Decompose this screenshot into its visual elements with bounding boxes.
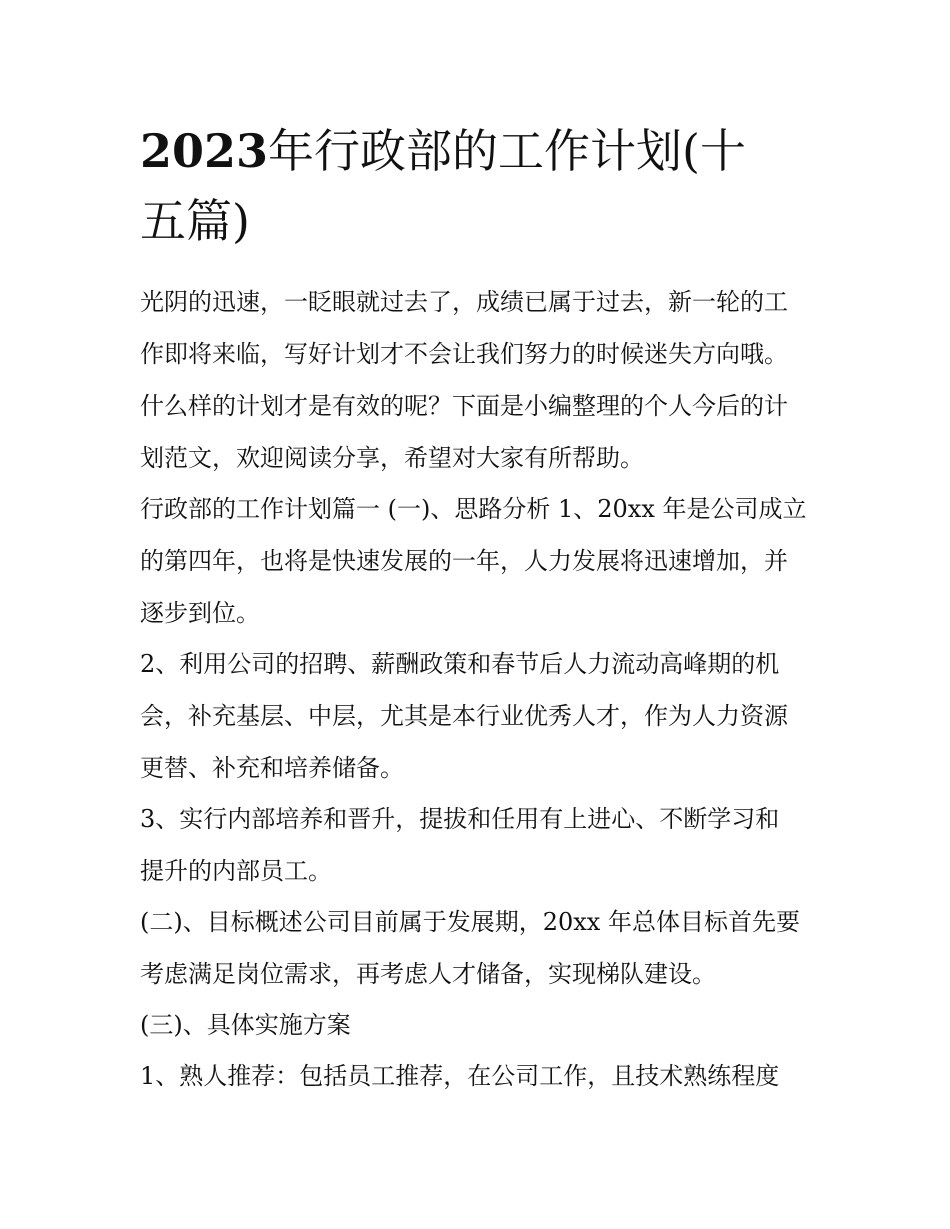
title-text: 年行政部的工作计划(十: [268, 124, 746, 178]
paragraph-item-3: [140, 804, 820, 886]
document-title: [140, 116, 810, 256]
paragraph-plan-1: [140, 494, 820, 628]
title-year: 2023: [140, 124, 269, 178]
text-line: 2、利用公司的招聘、薪酬政策和春节后人力流动高峰期的机: [140, 650, 780, 678]
document-body: [140, 280, 820, 1091]
paragraph-referral: [140, 1061, 820, 1091]
text-line: 的第四年，也将是快速发展的一年，人力发展将迅速增加，并: [140, 547, 788, 575]
text-line: 1、熟人推荐：包括员工推荐，在公司工作，且技术熟练程度: [140, 1062, 780, 1090]
text-line: 考虑满足岗位需求，再考虑人才储备，实现梯队建设。: [140, 960, 716, 988]
text-line: 作即将来临，写好计划才不会让我们努力的时候迷失方向哦。: [140, 340, 788, 368]
text-line: 更替、补充和培养储备。: [140, 754, 404, 782]
paragraph-intro: [140, 287, 820, 473]
title-line-2: [140, 186, 810, 256]
section-heading: (三)、具体实施方案: [140, 1011, 351, 1039]
text-line: 光阴的迅速，一眨眼就过去了，成绩已属于过去，新一轮的工: [140, 288, 788, 316]
paragraph-section-3: [140, 1010, 820, 1040]
title-line-1: [140, 116, 810, 186]
text-line: 什么样的计划才是有效的呢？下面是小编整理的个人今后的计: [140, 392, 788, 420]
text-line: 会，补充基层、中层，尤其是本行业优秀人才，作为人力资源: [140, 702, 788, 730]
text-line: 3、实行内部培养和晋升，提拔和任用有上进心、不断学习和: [140, 805, 780, 833]
text-line: 行政部的工作计划篇一 (一)、思路分析 1、20xx 年是公司成立: [140, 495, 807, 523]
paragraph-goal: [140, 907, 820, 989]
text-line: 逐步到位。: [140, 599, 260, 627]
text-line: (二)、目标概述公司目前属于发展期，20xx 年总体目标首先要: [140, 908, 800, 936]
title-text: 五篇): [140, 194, 250, 248]
text-line: 划范文，欢迎阅读分享，希望对大家有所帮助。: [140, 444, 644, 472]
paragraph-item-2: [140, 649, 820, 783]
text-line: 提升的内部员工。: [140, 857, 332, 885]
